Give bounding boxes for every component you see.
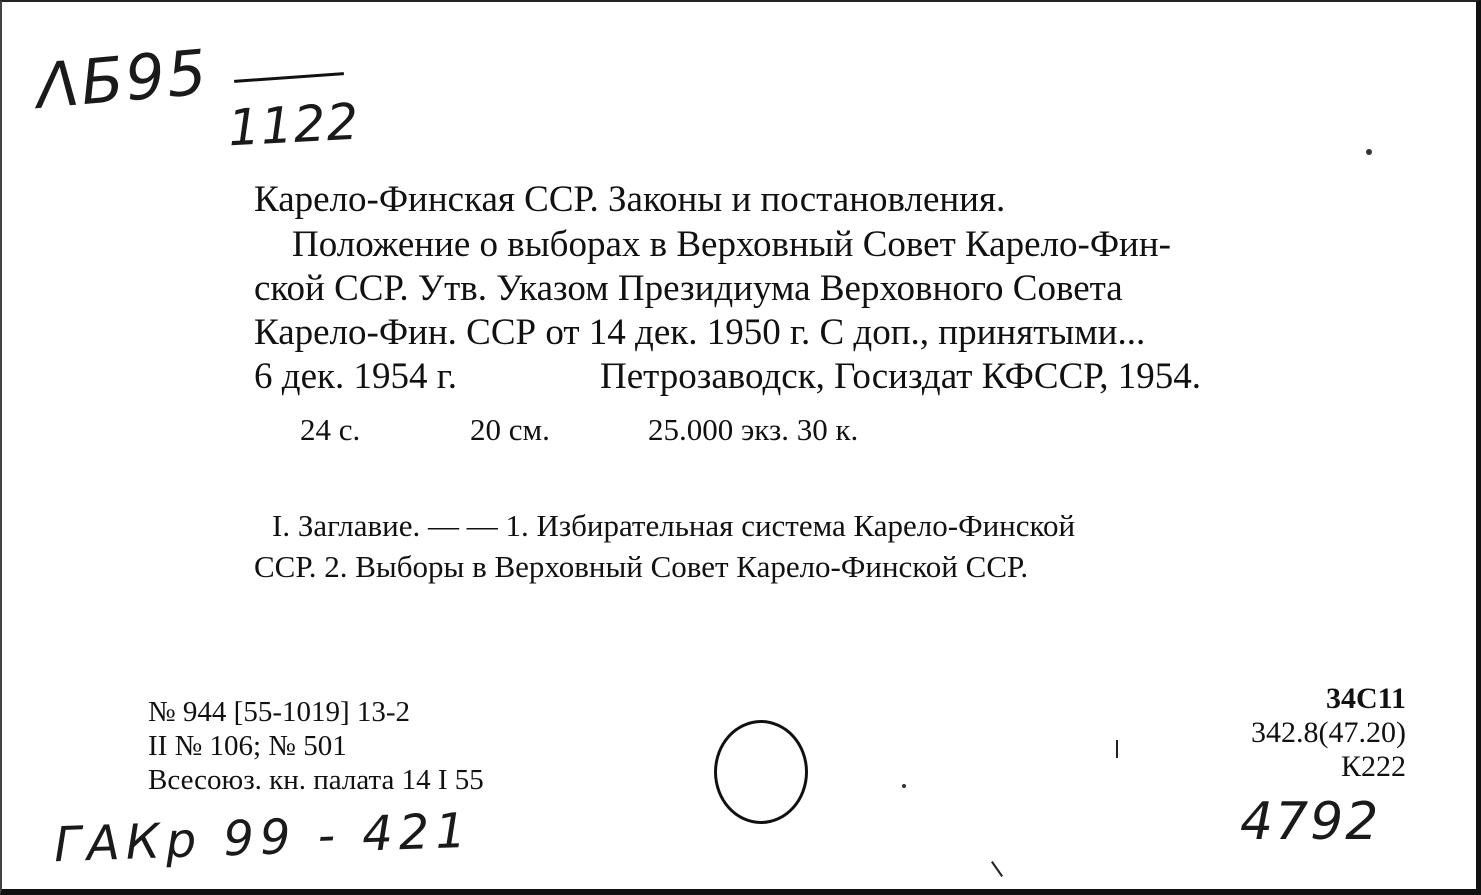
card-punch-hole (714, 720, 808, 824)
printing-info-line-2: II № 106; № 501 (148, 730, 347, 762)
collation-pages: 24 с. (300, 412, 361, 447)
ink-mark (991, 861, 1003, 877)
call-number-bottom: 1122 (226, 92, 361, 158)
printing-info-line-1: № 944 [55-1019] 13-2 (148, 696, 411, 728)
ink-dot (1366, 149, 1372, 155)
tracing-line-2: ССР. 2. Выборы в Верховный Совет Карело-Финской ССР. (254, 549, 1029, 584)
classification-line-1: 34С11 (1325, 682, 1406, 715)
collation-copies-price: 25.000 экз. 30 к. (648, 412, 859, 447)
call-number-divider (234, 72, 344, 83)
ink-mark (1116, 740, 1118, 758)
classification-line-2: 342.8(47.20) (1251, 716, 1406, 749)
printing-info-line-3: Всесоюз. кн. палата 14 I 55 (148, 764, 484, 796)
archive-stamp-left: ГАКр 99 - 421 (53, 802, 473, 874)
collation-size: 20 см. (470, 412, 550, 447)
imprint: Петрозаводск, Госиздат КФССР, 1954. (600, 356, 1201, 397)
description-line-4: 6 дек. 1954 г. (254, 356, 457, 397)
call-number-top: ΛБ95 (33, 35, 212, 124)
card-heading: Карело-Финская ССР. Законы и постановления. (254, 179, 1006, 220)
description-line-1: Положение о выборах в Верховный Совет Карело-Фин- (292, 224, 1171, 265)
description-line-3: Карело-Фин. ССР от 14 дек. 1950 г. С доп., принятыми... (254, 312, 1146, 353)
description-line-2: ской ССР. Утв. Указом Президиума Верховного Совета (254, 268, 1123, 309)
classification-line-3: К222 (1340, 750, 1406, 783)
archive-stamp-right: 4792 (1240, 792, 1381, 852)
ink-dot (902, 784, 906, 788)
tracing-line-1: I. Заглавие. — — 1. Избирательная система Карело-Финской (272, 508, 1076, 543)
